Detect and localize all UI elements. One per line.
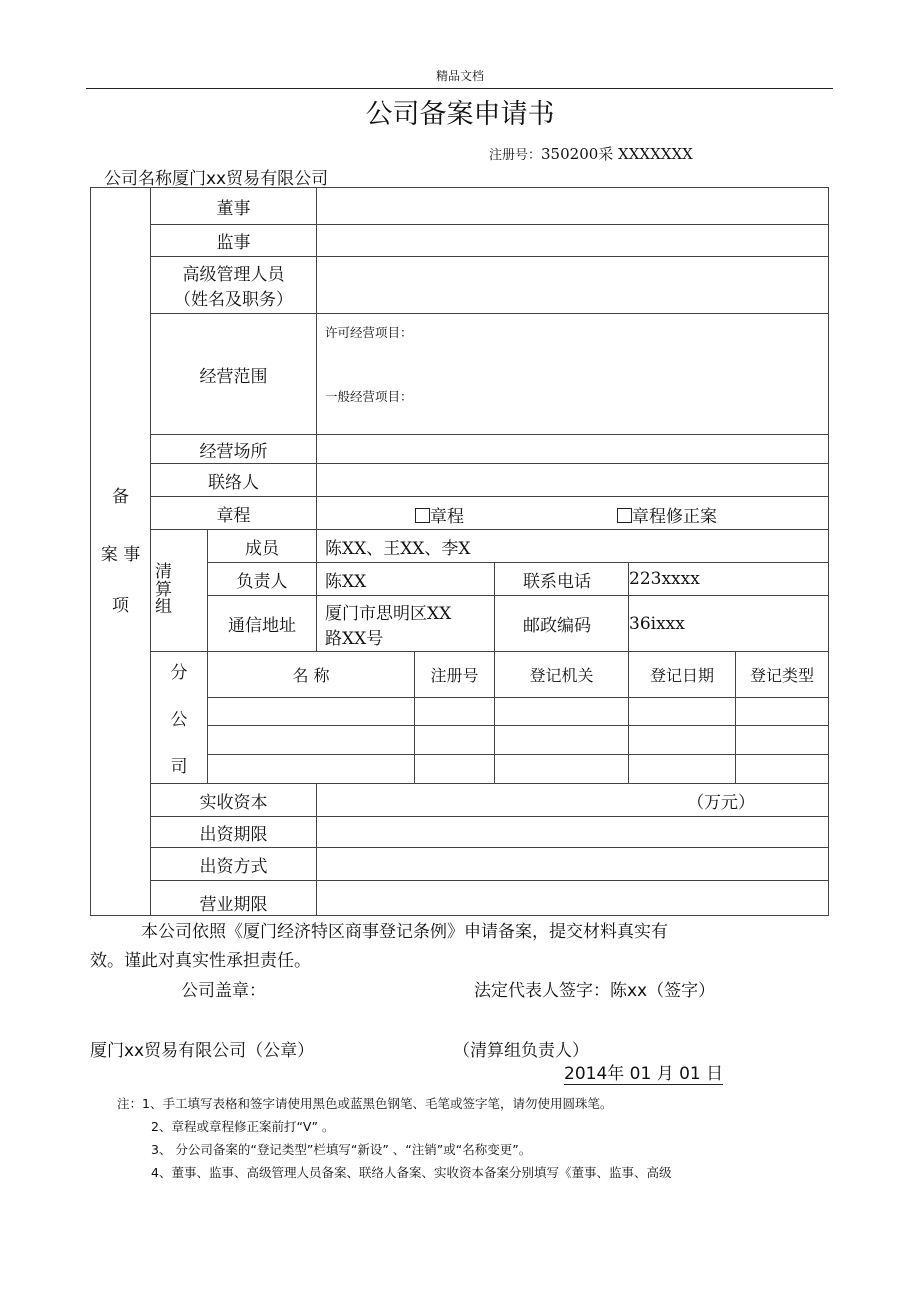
paid-capital-unit: （万元） [687, 792, 756, 813]
contribution-method-label: 出资方式 [151, 848, 317, 881]
business-term-label: 营业期限 [151, 881, 317, 916]
business-scope-label: 经营范围 [151, 314, 317, 435]
note-1: 注：1、手工填写表格和签字请使用黑色或蓝黑色钢笔、毛笔或签字笔，请勿使用圆珠笔。 [117, 1096, 613, 1111]
branch-cell[interactable] [415, 755, 495, 784]
checkbox-icon[interactable] [415, 508, 430, 523]
senior-management-field[interactable] [317, 257, 829, 314]
branch-col-name: 名 称 [208, 652, 415, 698]
company-name: 公司名称厦门xx贸易有限公司 [104, 169, 329, 189]
members-value[interactable]: 陈XX、王XX、李X [317, 530, 829, 563]
head-value[interactable]: 陈XX [317, 563, 495, 596]
amendment-option[interactable]: 章程修正案 [617, 502, 717, 527]
branch-cell[interactable] [629, 755, 736, 784]
articles-options [317, 497, 829, 530]
general-items-label: 一般经营项目： [325, 389, 413, 404]
page-title: 公司备案申请书 [365, 99, 555, 130]
branch-cell[interactable] [736, 755, 829, 784]
articles-label: 章程 [151, 497, 317, 530]
note-4: 4、董事、监事、高级管理人员备案、联络人备案、实收资本备案分别填写《董事、监事、高级 [151, 1165, 672, 1180]
liaison-label: 联络人 [151, 464, 317, 497]
header-mark: 精品文档 [435, 69, 484, 83]
paid-capital-field[interactable] [317, 784, 829, 817]
header-rule [86, 88, 833, 89]
supervisors-field[interactable] [317, 225, 829, 257]
filing-date: 2014年 01 月 01 日 [564, 1064, 724, 1084]
branch-cell[interactable] [495, 698, 629, 726]
branch-cell[interactable] [208, 755, 415, 784]
premises-label: 经营场所 [151, 435, 317, 464]
supervisors-label: 监事 [151, 225, 317, 257]
branch-cell[interactable] [495, 755, 629, 784]
postcode-value[interactable]: 36ixxx [629, 596, 829, 652]
postcode-label: 邮政编码 [495, 596, 629, 652]
articles-option[interactable]: 章程 [415, 502, 464, 527]
note-3: 3、 分公司备案的“登记类型”栏填写“新设” 、“注销”或“名称变更”。 [151, 1142, 532, 1157]
address-value[interactable]: 厦门市思明区XX 路XX号 [317, 596, 495, 652]
liquidation-group-label: 清算组 [151, 530, 208, 652]
liaison-field[interactable] [317, 464, 829, 497]
registration-label: 注册号： [489, 148, 542, 163]
filing-items-label: 备 案 事 项 [91, 188, 151, 916]
head-label: 负责人 [208, 563, 317, 596]
contribution-method-field[interactable] [317, 848, 829, 881]
branch-cell[interactable] [495, 726, 629, 755]
phone-label: 联系电话 [495, 563, 629, 596]
licensed-items-label: 许可经营项目： [325, 325, 413, 340]
registration-number [489, 143, 693, 164]
directors-label: 董事 [151, 188, 317, 225]
business-scope-field[interactable] [317, 314, 829, 435]
senior-management-label: 高级管理人员 （姓名及职务） [151, 257, 317, 314]
address-label: 通信地址 [208, 596, 317, 652]
branch-col-type: 登记类型 [736, 652, 829, 698]
contribution-period-field[interactable] [317, 817, 829, 848]
branch-cell[interactable] [736, 726, 829, 755]
branch-col-reg-no: 注册号 [415, 652, 495, 698]
branch-col-date: 登记日期 [629, 652, 736, 698]
company-official-seal: 厦门xx贸易有限公司（公章） [90, 1041, 315, 1061]
premises-field[interactable] [317, 435, 829, 464]
company-seal-label: 公司盖章： [181, 981, 266, 1001]
filing-form-table [90, 187, 829, 916]
branch-label: 分 公 司 [151, 652, 208, 784]
branch-cell[interactable] [629, 698, 736, 726]
branch-col-authority: 登记机关 [495, 652, 629, 698]
checkbox-icon[interactable] [617, 508, 632, 523]
contribution-period-label: 出资期限 [151, 817, 317, 848]
branch-cell[interactable] [415, 698, 495, 726]
legal-rep-signature: 法定代表人签字：陈xx（签字） [474, 981, 716, 1001]
declaration-line-1: 本公司依照《厦门经济特区商事登记条例》申请备案，提交材料真实有 [141, 922, 668, 942]
liquidation-head-sign: （清算组负责人） [453, 1041, 589, 1061]
phone-value[interactable]: 223xxxx [629, 563, 829, 596]
registration-value: 350200采 XXXXXXX [541, 145, 693, 163]
business-term-field[interactable] [317, 881, 829, 916]
branch-cell[interactable] [208, 726, 415, 755]
branch-cell[interactable] [736, 698, 829, 726]
declaration-line-2: 效。谨此对真实性承担责任。 [90, 951, 311, 971]
branch-cell[interactable] [415, 726, 495, 755]
note-2: 2、章程或章程修正案前打“V” 。 [151, 1119, 335, 1134]
paid-capital-label: 实收资本 [151, 784, 317, 817]
branch-cell[interactable] [629, 726, 736, 755]
directors-field[interactable] [317, 188, 829, 225]
members-label: 成员 [208, 530, 317, 563]
branch-cell[interactable] [208, 698, 415, 726]
